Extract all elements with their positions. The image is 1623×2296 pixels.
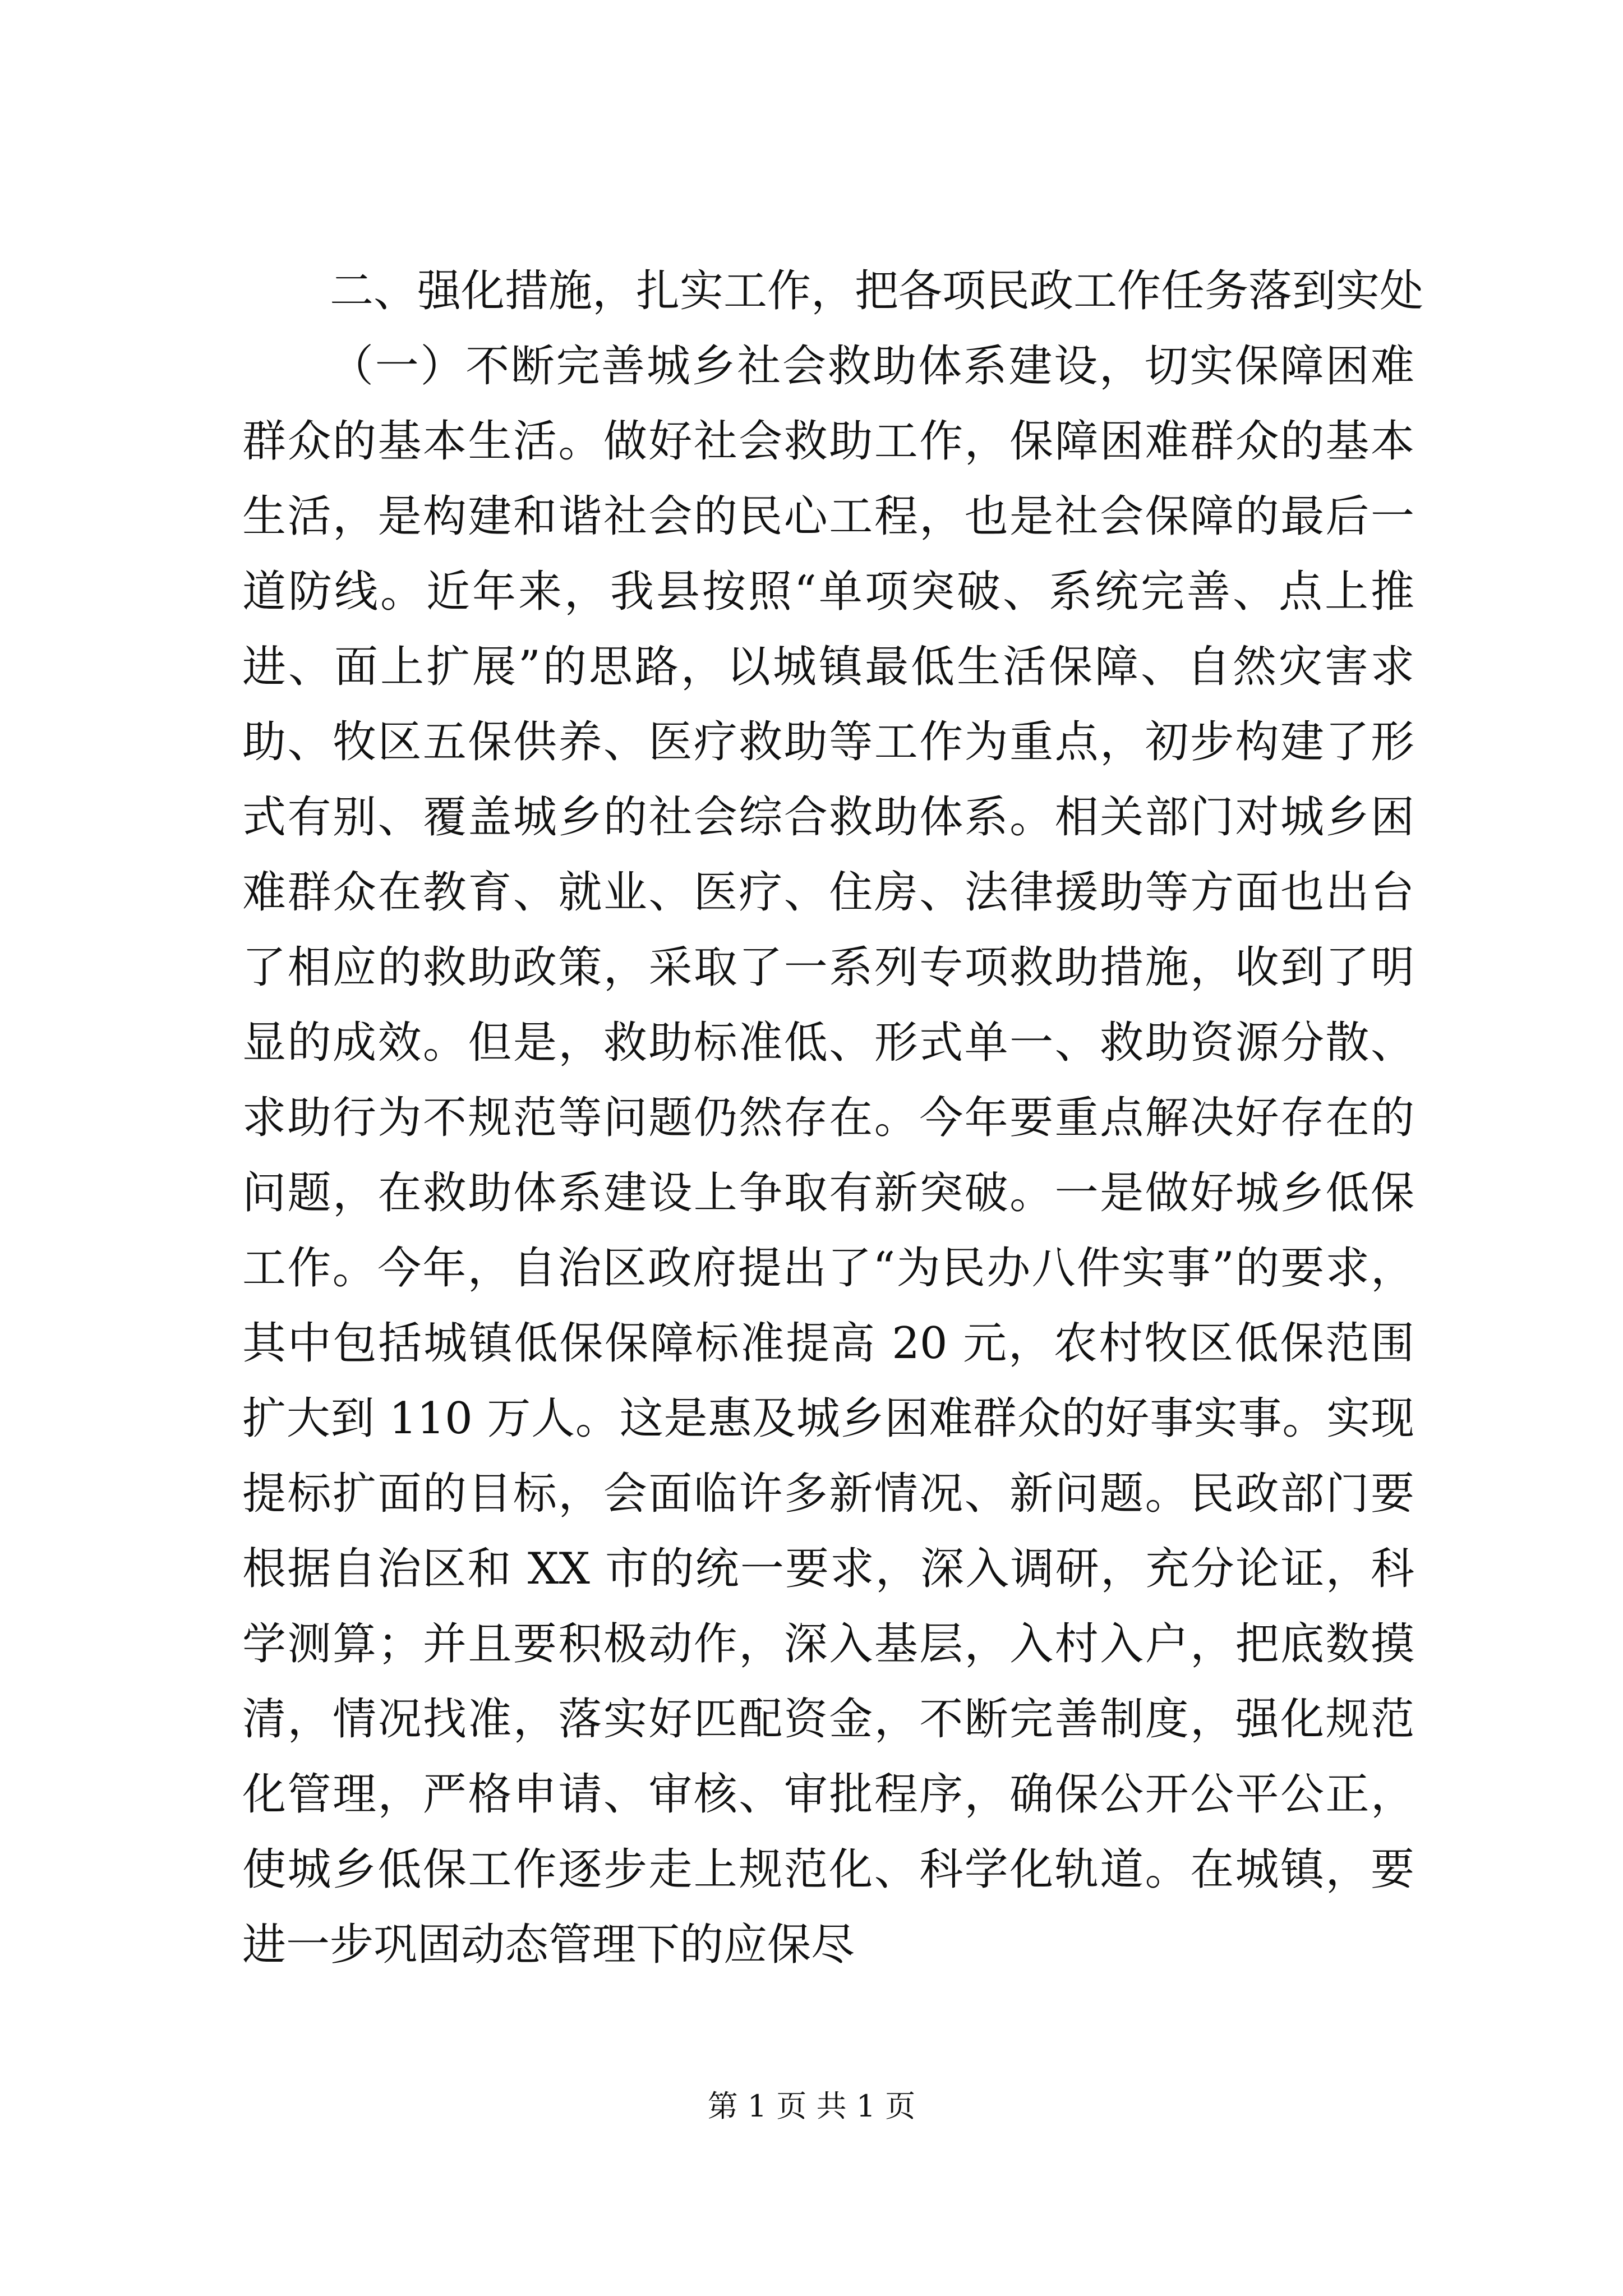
body-paragraph: （一）不断完善城乡社会救助体系建设，切实保障困难群众的基本生活。做好社会救助工作，保障困难群众的基本生活，是构建和谐社会的民心工程，也是社会保障的最后一道防线。近年来，我县按照“单项突破、系统完善、点上推进、面上扩展”的思路，以城镇最低生活保障、自然灾害求助、牧区五保供养、医疗救助等工作为重点，初步构建了形式有别、覆盖城乡的社会综合救助体系。相关部门对城乡困难群众在教育、就业、医疗、住房、法律援助等方面也出台了相应的救助政策，采取了一系列专项救助措施，收到了明显的成效。但是，救助标准低、形式单一、救助资源分散、求助行为不规范等问题仍然存在。今年要重点解决好存在的问题，在救助体系建设上争取有新突破。一是做好城乡低保工作。今年，自治区政府提出了“为民办八件实事”的要求，其中包括城镇低保保障标准提高 20 元，农村牧区低保范围扩大到 110 万人。这是惠及城乡困难群众的好事实事。实现提标扩面的目标，会面临许多新情况、新问题。民政部门要根据自治区和 XX 市的统一要求，深入调研，充分论证，科学测算；并且要积极动作，深入基层，入村入户，把底数摸清，情况找准，落实好匹配资金，不断完善制度，强化规范化管理，严格申请、审核、审批程序，确保公开公平公正，使城乡低保工作逐步走上规范化、科学化轨道。在城镇，要进一步巩固动态管理下的应保尽 xyxy=(242,341,1414,1970)
document-body xyxy=(242,254,1424,1982)
section-heading: 二、强化措施，扎实工作，把各项民政工作任务落到实处 xyxy=(330,266,1424,316)
page-footer: 第 1 页 共 1 页 xyxy=(707,2088,916,2124)
